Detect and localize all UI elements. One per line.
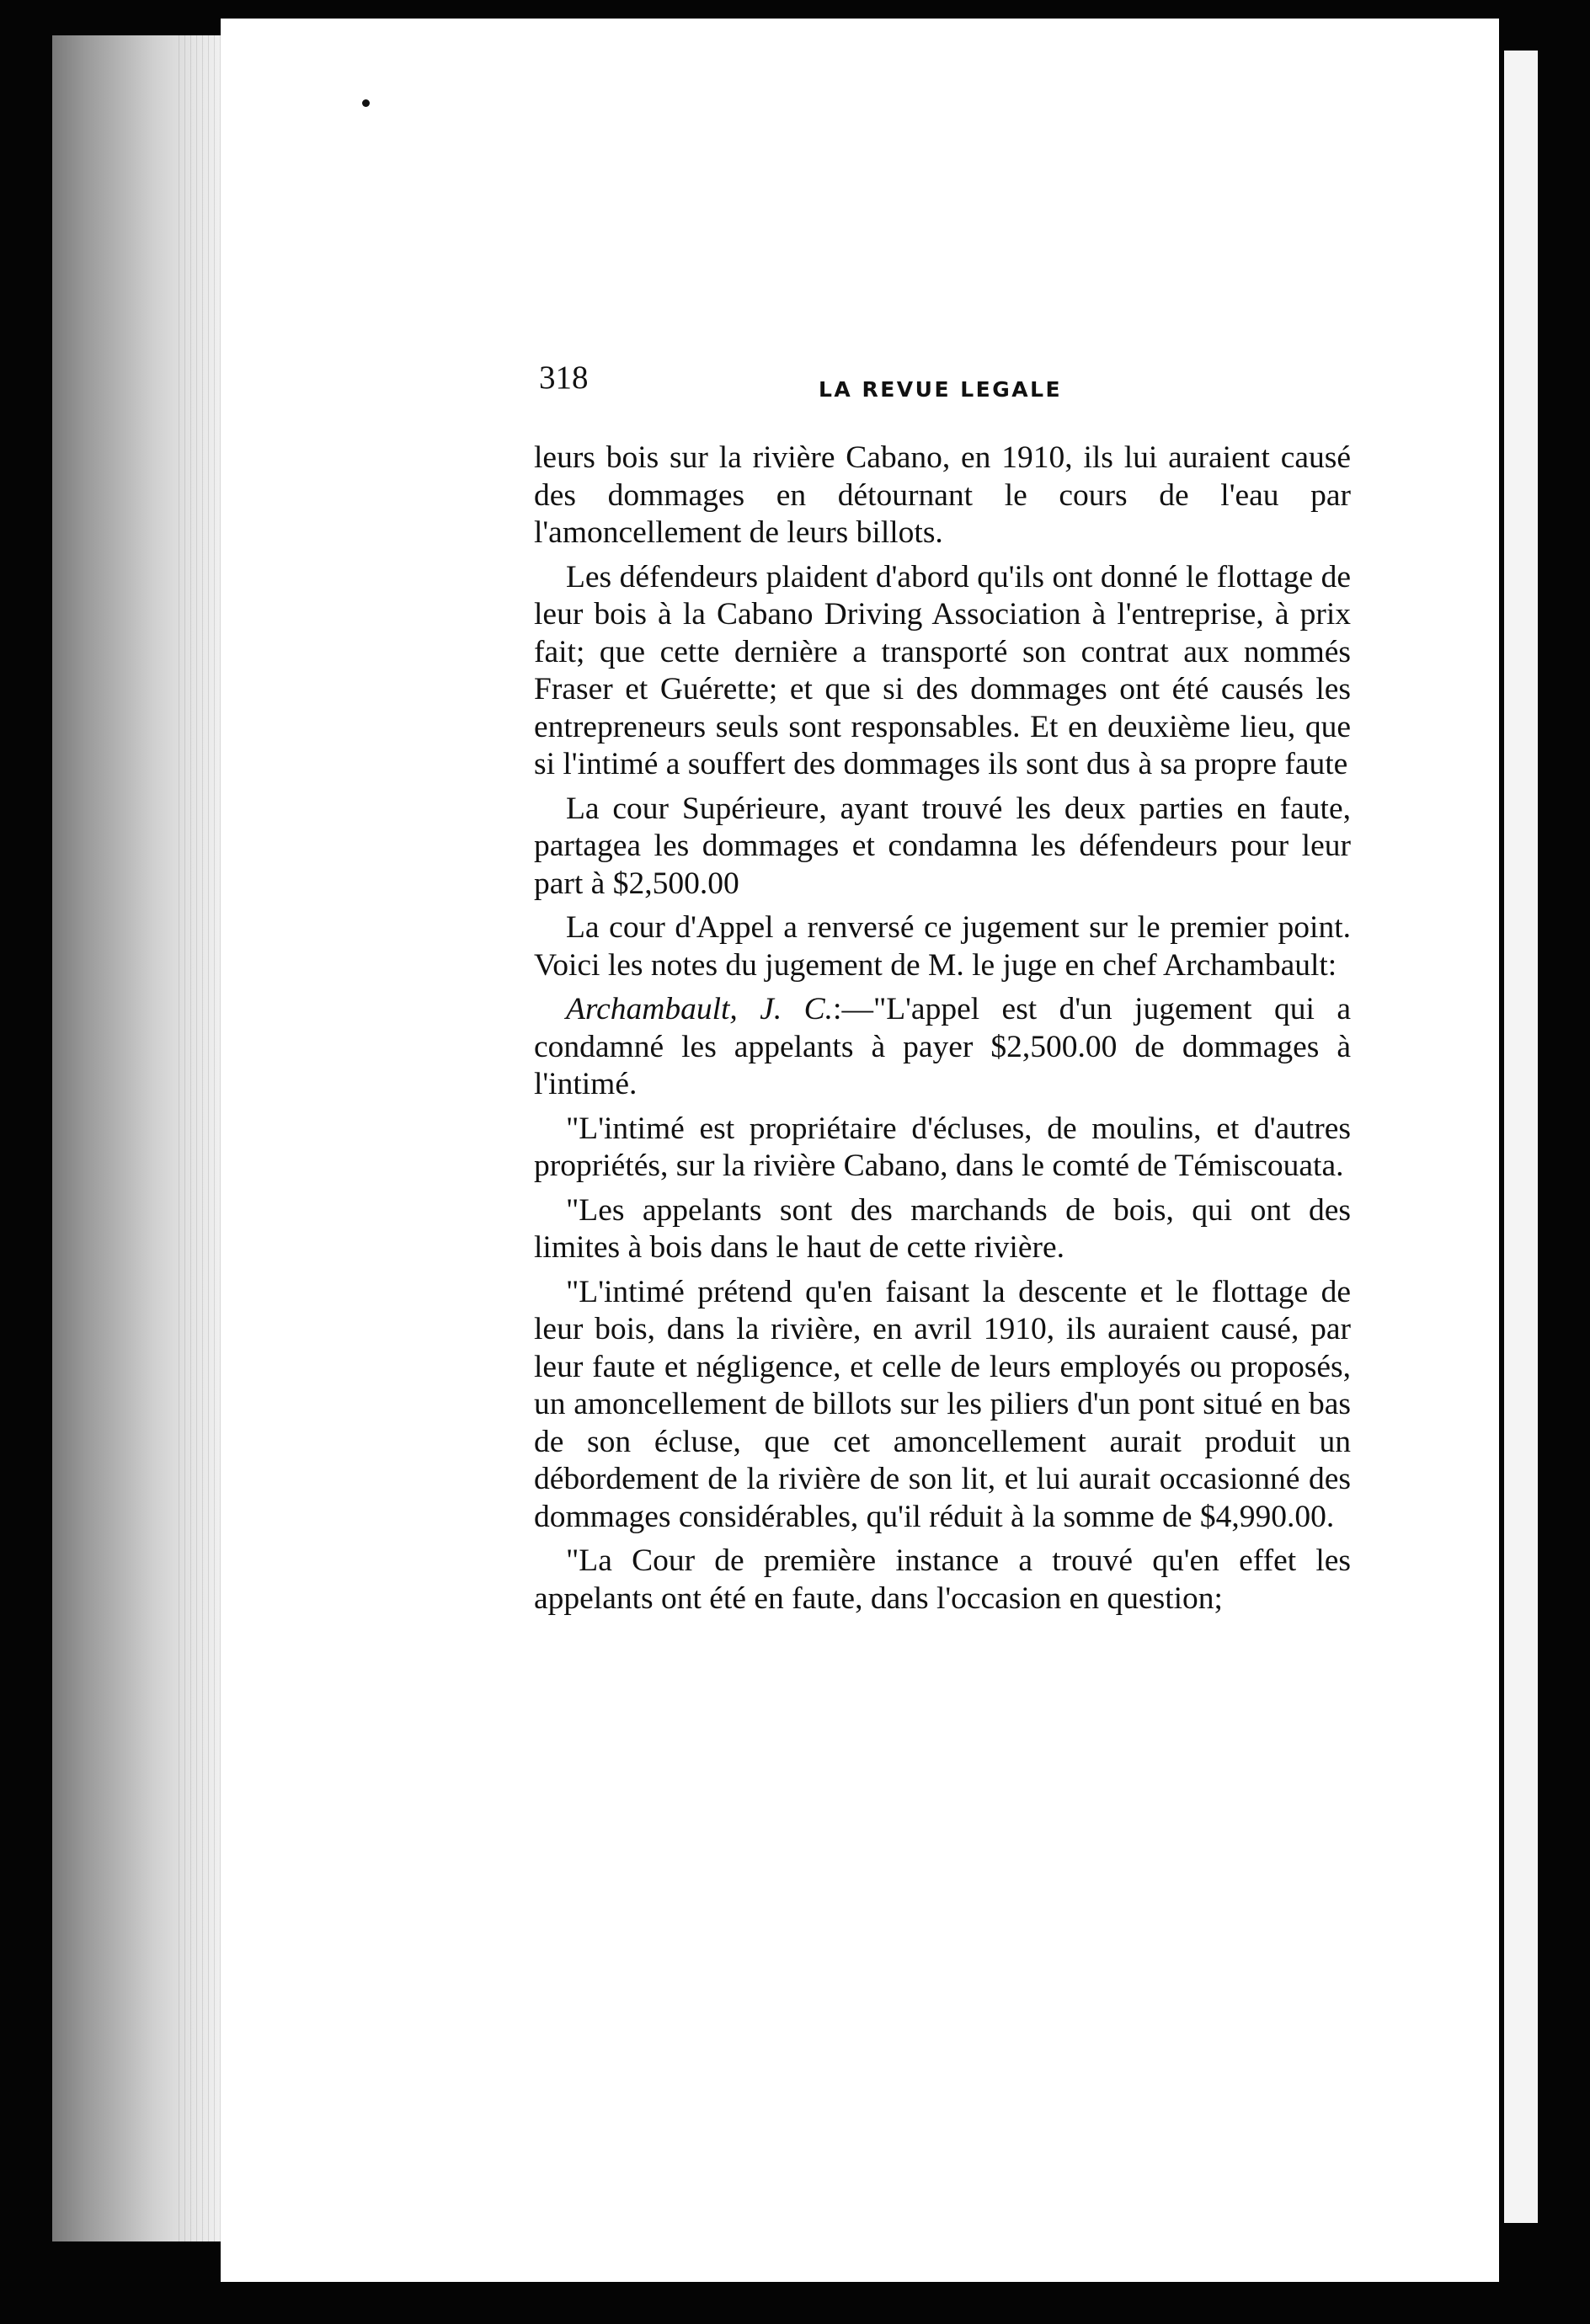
paragraph-first-instance xyxy=(534,1543,1351,1618)
paragraph-defendants-plea xyxy=(534,559,1351,784)
paragraph-text: La cour Supérieure, ayant trouvé les deux parties en faute, partagea les dommages et condamna les défendeurs pour leur part à $2,500.00 xyxy=(534,791,1351,901)
judge-name: Archambault, J. C. xyxy=(566,992,834,1026)
paragraph-superior-court xyxy=(534,791,1351,903)
page-body xyxy=(534,440,1351,1624)
paragraph-text: "L'intimé est propriétaire d'écluses, de moulins, et d'autres propriétés, sur la rivière Cabano, dans le comté de Témiscouata. xyxy=(534,1111,1351,1183)
paragraph-text: Les défendeurs plaident d'abord qu'ils ont donné le flottage de leur bois à la Cabano Driving Association à l'entreprise, à prix fait; que cette dernière a transporté son contrat aux nommés Fraser et Guérette; et que si des dommages ont été causés les entrepreneurs seuls sont responsables. Et en deuxième lieu, que si l'intimé a souffert des dommages ils sont dus à sa propre faute xyxy=(534,559,1351,781)
paragraph-continued xyxy=(534,440,1351,552)
paragraph-text: :—"L'appel est d'un jugement qui a condamné les appelants à payer $2,500.00 de dommages à l'intimé. xyxy=(534,992,1352,1101)
paragraph-respondent-claim xyxy=(534,1274,1351,1537)
paragraph-text: "La Cour de première instance a trouvé qu'en effet les appelants ont été en faute, dans l'occasion en question; xyxy=(534,1543,1351,1616)
page-header xyxy=(539,352,1347,402)
book-page-edges xyxy=(52,35,246,2241)
facing-page-edge xyxy=(1504,51,1538,2223)
paragraph-text: La cour d'Appel a renversé ce jugement sur le premier point. Voici les notes du jugement de M. le juge en chef Archambault: xyxy=(534,910,1351,983)
paragraph-text: "Les appelants sont des marchands de bois, qui ont des limites à bois dans le haut de cette rivière. xyxy=(534,1192,1351,1265)
paragraph-judgment-opening xyxy=(534,991,1351,1104)
paragraph-court-of-appeal xyxy=(534,909,1351,984)
paragraph-text: leurs bois sur la rivière Cabano, en 1910, ils lui auraient causé des dommages en détournant le cours de l'eau par l'amoncellement de leurs billots. xyxy=(534,440,1351,550)
paragraph-text: "L'intimé prétend qu'en faisant la descente et le flottage de leur bois, dans la rivière, en avril 1910, ils auraient causé, par leur faute et négligence, et celle de leurs employés ou proposés, un amoncellement de billots sur les piliers d'un pont situé en bas de son écluse, que cet amoncellement aurait produit un débordement de la rivière de son lit, et lui aurait occasionné des dommages considérables, qu'il réduit à la somme de $4,990.00. xyxy=(534,1274,1351,1534)
scan-speck xyxy=(362,99,370,107)
paragraph-appellants-merchants xyxy=(534,1192,1351,1267)
running-title: LA REVUE LEGALE xyxy=(819,377,1063,402)
paragraph-respondent-owner xyxy=(534,1111,1351,1186)
page-number: 318 xyxy=(539,360,589,396)
